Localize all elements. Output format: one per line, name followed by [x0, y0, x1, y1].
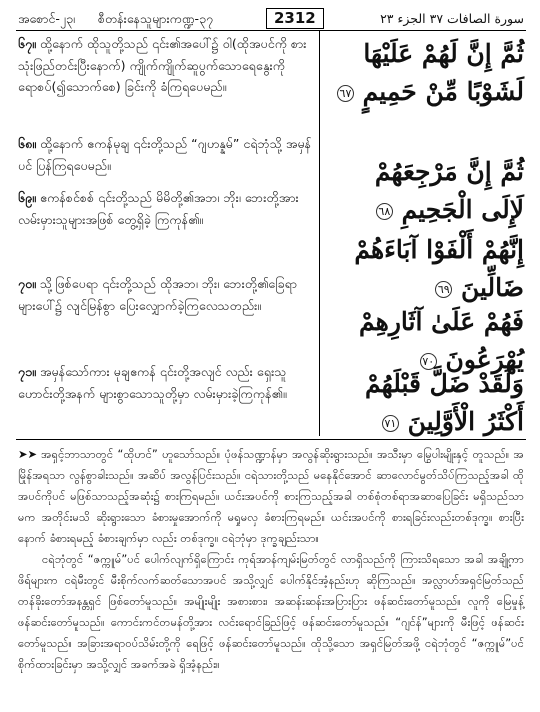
verse-number: ၇၁။ — [18, 364, 36, 379]
header-chapter-ref: အစောင်-၂၃၊ — [18, 11, 76, 26]
column-divider — [319, 31, 320, 436]
ayah-number-marker: ٦٩ — [435, 281, 452, 298]
verse-arabic-68 — [324, 153, 524, 229]
verse-text: ထို့နောက် ဧကန်မုချ ၎င်းတို့သည် “ဂျဟန္နမ်” ငရဲဘုံသို့ အမှန်ပင် ပြန်ကြရပေမည်။ — [18, 136, 312, 173]
commentary-text — [18, 444, 524, 675]
verse-translation-67 — [18, 33, 314, 98]
verse-number: ၆၇။ — [18, 36, 36, 51]
ayah-number-marker: ٧١ — [382, 415, 399, 432]
double-arrow-icon: ➤➤ — [18, 447, 38, 461]
verse-translation-70 — [18, 273, 314, 316]
verse-text: သို့ဖြစ်ပေရာ ၎င်းတို့သည် ထိုအဘ၊ ဘိုး၊ ဘေးတို့၏ခြေရာများပေါ်၌ လျင်မြန်စွာ ပြေးလျှောက်ခဲ့ကြလေသတည်း။ — [18, 276, 297, 313]
verse-number: ၆၈။ — [18, 136, 37, 151]
verse-arabic-67 — [324, 35, 524, 111]
ayah-number-marker: ٧٠ — [420, 353, 437, 370]
commentary-section — [16, 439, 526, 702]
verse-number: ၇၀။ — [18, 276, 36, 291]
arabic-text: ثُمَّ إِنَّ لَهُمْ عَلَيْهَا لَشَوْبًا مِّنْ حَمِيمٍ — [362, 39, 524, 106]
verses-section — [16, 31, 526, 436]
arabic-text: ثُمَّ إِنَّ مَرْجِعَهُمْ لَإِلَى الْجَحِيمِ — [374, 157, 524, 224]
verse-text: ဧကန်စင်စစ် ၎င်းတို့သည် မိမိတို့၏အဘ၊ ဘိုး၊ ဘေးတို့အား လမ်းမှားသူများအဖြစ် တွေ့ရှိခဲ့ ကြကုန်၏။ — [18, 190, 299, 227]
commentary-paragraph-1-text: အရှင့်ဘာသာတွင် “ထိုဟင်” ဟူသော်သည်။ ပုံဖန်သဏ္ဍာန်မှာ အလွန်ဆိုးရွားသည်။ အသီးမှာ မြွေပါးမျိုးနှင့် တူသည်။ အမြိုန်အရသာ လွန်စွာခါးသည်။ အဆိပ် အလွန်ပြင်းသည်။ ငရဲသားတို့သည် မနေနိုင်အောင် ဆာလောင်မွတ်သိပ်ကြသည့်အခါ ထိုအပင်ကိုပင် မဖြစ်သာသည့်အဆုံး၌ စားကြရမည်။ ယင်းအပင်ကို စားကြသည့်အခါ တစ်စုံတစ်ရာအဆာပြေခြင်း မရှိသည်သာမက အတိုင်းမသိ ဆိုးရွားသော ခံစားမှုအောက်ကို မရှုမလှ ခံစားကြရမည်။ ယင်းအပင်ကို စားရခြင်းလည်းတစ်ဒုက္ခ။ စားပြီးနောက် ခံစားရမည့် ခံစားချက်မှာ လည်း တစ်ဒုက္ခ။ ငရဲဘုံမှာ ဒုက္ခချည်းသာ။ — [18, 447, 524, 545]
arabic-text: فَهُمْ عَلَىٰ آثَارِهِمْ يُهْرَعُونَ — [359, 307, 524, 374]
ayah-number-marker: ٦٧ — [337, 85, 354, 102]
page-number: 2312 — [266, 8, 324, 29]
verse-text: အမှန်သော်ကား မုချဧကန် ၎င်းတို့အလျင် လည်း ရှေးသူဟောင်းတို့အနက် များစွာသောသူတို့မှာ လမ်းမှားခဲ့ကြကုန်၏။ — [18, 364, 287, 401]
commentary-paragraph-1 — [18, 444, 524, 549]
verse-number: ၆၉။ — [18, 190, 36, 205]
verse-text: ထို့နောက် ထိုသူတို့သည် ၎င်း၏အပေါ်၌ ဝါ(ထိုအပင်ကို စားသုံးဖြည်တင်းပြီးနောက်) ကျိုက်ကျိုက်ဆူပွက်သောရေနွေးကို ရောစပ်(၍သောက်စေ) ခြင်းကို ခံကြရပေမည်။ — [18, 36, 307, 94]
verse-arabic-71 — [324, 365, 524, 441]
page-header — [16, 8, 526, 31]
ayah-number-marker: ٦٨ — [376, 203, 393, 220]
verse-translation-68 — [18, 133, 314, 176]
header-surah-title-arabic: سورة الصافات ٣٧ الجزء ٢٣ — [380, 11, 524, 26]
header-surah-title-burmese: စီတန်းနေသူများကဏ္ဍ-၃၇ — [98, 11, 214, 26]
arabic-text: إِنَّهُمْ أَلْفَوْا آبَاءَهُمْ ضَالِّينَ — [354, 235, 524, 302]
commentary-paragraph-2: ငရဲဘုံတွင် “ဇက္ကူမ်”ပင် ပေါက်လျက်ရှိကြောင်း ကုရ်အာန်ကျမ်းမြတ်တွင် လာရှိသည်ကို ကြားသိရသော အခါ အချို့ကာဖိရ်များက ငရဲမီးတွင် မီးစိုက်လက်ဆတ်သောအပင် အသို့လျှင် ပေါက်နိုင်အံ့နည်းဟု ဆိုကြသည်။ အလ္လာဟ်အရှင်မြတ်သည် တန်ခိုးတော်အနန္တရှင် ဖြစ်တော်မူသည်။ အမျိုးမျိုး အစားစား၊ အဆန်းဆန်းအပြားပြား ဖန်ဆင်းတော်မူသည်။ လူကို မြေမှုန့်ဖန်ဆင်းတော်မူသည်။ ကောင်းကင်တမန်တို့အား လင်းရောင်ခြည်ဖြင့် ဖန်ဆင်းတော်မူသည်။ “ဂျင်န်”များကို မီးဖြင့် ဖန်ဆင်းတော်မူသည်။ အခြားအရာဝပ်သိမ်းတို့ကို ရေဖြင့် ဖန်ဆင်းတော်မူသည်။ ထိုသို့သော အရှင်မြတ်အဖို့ ငရဲဘုံတွင် “ဇက္ကူမ်”ပင် စိုက်ထားခြင်းမှာ အသို့လျှင် အခက်အခဲ ရှိအံ့နည်း။ — [18, 552, 524, 671]
quran-page — [16, 8, 526, 698]
verse-translation-69 — [18, 187, 314, 230]
arabic-text: وَلَقَدْ ضَلَّ قَبْلَهُمْ أَكْثَرُ الْأَوَّلِينَ — [365, 369, 524, 436]
verse-translation-71 — [18, 361, 314, 404]
verse-arabic-69 — [324, 231, 524, 307]
